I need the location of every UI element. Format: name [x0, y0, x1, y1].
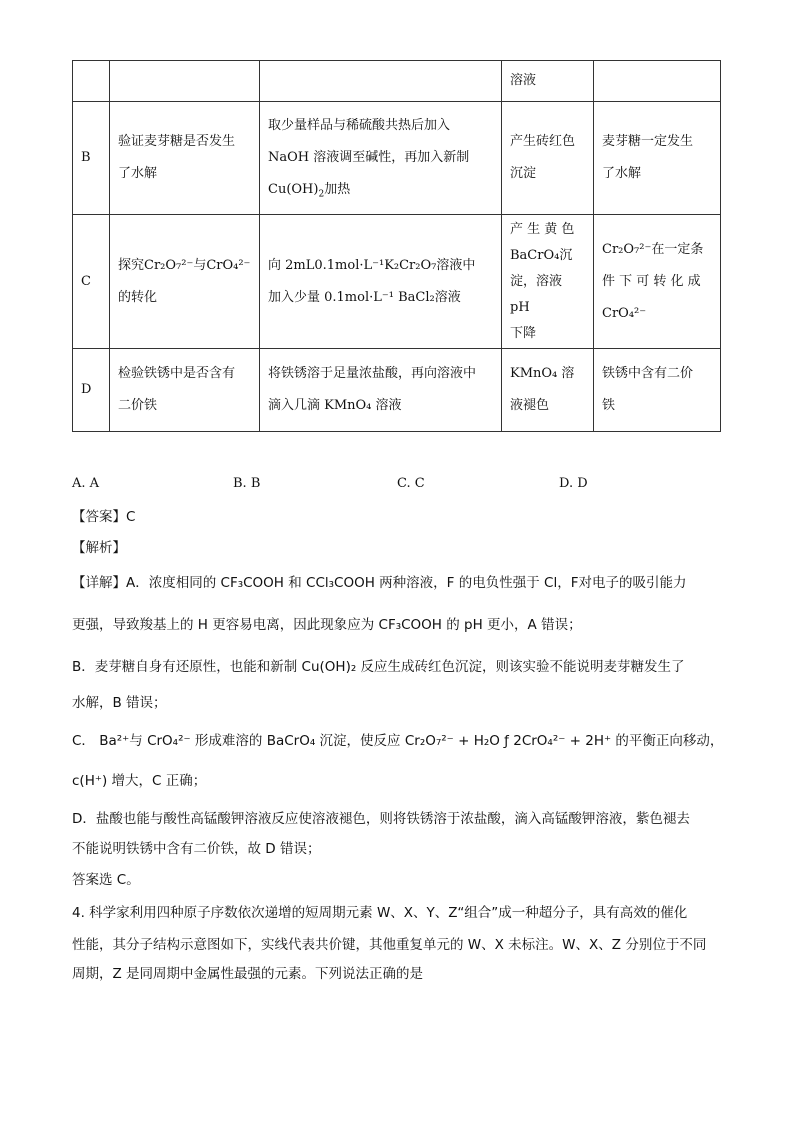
purpose-text: 验证麦芽糖是否发生	[118, 134, 236, 149]
conclusion-line: 答案选 C。	[72, 872, 140, 888]
choice-c: C. C	[397, 476, 425, 491]
purpose-text: 探究Cr₂O₇²⁻与CrO₄²⁻	[118, 257, 251, 273]
operation-cell	[260, 61, 502, 102]
purpose-text: 检验铁锈中是否含有	[118, 366, 236, 381]
choice-a: A. A	[72, 476, 100, 491]
conclusion-text: 铁	[602, 398, 616, 413]
purpose-text: 二价铁	[118, 398, 158, 413]
detail-text: c(H⁺) 增大，C 正确；	[72, 773, 207, 789]
result-text: 产 生 黄 色	[510, 221, 575, 237]
result-text: 产生砖红色	[510, 134, 576, 149]
answer-line: 【答案】C	[72, 509, 136, 525]
option-cell	[73, 349, 110, 432]
operation-cell	[260, 349, 502, 432]
result-text: 沉淀	[510, 166, 537, 181]
formula-text: Cu(OH)	[268, 182, 319, 197]
result-text: 下降	[510, 325, 537, 341]
option-label: C	[81, 273, 91, 289]
formula-subscript: 2	[318, 189, 325, 200]
result-text: 液褪色	[510, 398, 550, 413]
operation-text: 加入少量 0.1mol·L⁻¹ BaCl₂溶液	[268, 289, 461, 305]
option-cell	[73, 215, 110, 349]
purpose-cell	[110, 349, 260, 432]
conclusion-text: Cr₂O₇²⁻在一定条	[602, 241, 704, 257]
conclusion-text: 件 下 可 转 化 成	[602, 273, 701, 289]
table-row	[73, 102, 721, 215]
result-cell	[502, 61, 594, 102]
operation-text: 向 2mL0.1mol·L⁻¹K₂Cr₂O₇溶液中	[268, 257, 476, 273]
result-cell	[502, 102, 594, 215]
result-text: 溶液	[510, 73, 537, 88]
conclusion-text: 铁锈中含有二价	[602, 366, 694, 381]
conclusion-text: CrO₄²⁻	[602, 305, 647, 321]
option-cell	[73, 102, 110, 215]
operation-text: 取少量样品与稀硫酸共热后加入	[268, 118, 451, 133]
conclusion-cell	[594, 102, 721, 215]
choice-d: D. D	[559, 476, 588, 491]
result-cell	[502, 349, 594, 432]
option-label: D	[81, 382, 92, 397]
choice-b: B. B	[233, 476, 261, 491]
conclusion-cell	[594, 349, 721, 432]
question-text: 4. 科学家利用四种原子序数依次递增的短周期元素 W、X、Y、Z“组合”成一种超分子，具有高效的催化	[72, 905, 688, 921]
table-row	[73, 215, 721, 349]
purpose-cell	[110, 102, 260, 215]
result-text: KMnO₄ 溶	[510, 366, 575, 381]
detail-text: 【详解】A．浓度相同的 CF₃COOH 和 CCl₃COOH 两种溶液，F 的电负性强于 Cl，F对电子的吸引能力	[72, 575, 687, 591]
table-row	[73, 349, 721, 432]
detail-text: 不能说明铁锈中含有二价铁，故 D 错误；	[72, 841, 321, 857]
question-text: 周期，Z 是同周期中金属性最强的元素。下列说法正确的是	[72, 966, 424, 982]
table-row	[73, 61, 721, 102]
detail-text: B．麦芽糖自身有还原性，也能和新制 Cu(OH)₂ 反应生成砖红色沉淀，则该实验不能说明麦芽糖发生了	[72, 659, 685, 675]
result-text: BaCrO₄沉	[510, 247, 573, 263]
question-text: 性能，其分子结构示意图如下，实线代表共价键，其他重复单元的 W、X 未标注。W、X、Z 分别位于不同	[72, 937, 707, 953]
operation-text	[268, 174, 493, 206]
conclusion-text: 了水解	[602, 166, 642, 181]
operation-suffix: 加热	[324, 182, 351, 197]
detail-text: D．盐酸也能与酸性高锰酸钾溶液反应使溶液褪色，则将铁锈溶于浓盐酸，滴入高锰酸钾溶液，紫色褪去	[72, 811, 690, 827]
experiment-table	[72, 60, 721, 432]
result-cell	[502, 215, 594, 349]
result-text: 淀，溶液 pH	[510, 273, 563, 315]
option-cell	[73, 61, 110, 102]
operation-cell	[260, 215, 502, 349]
detail-text: C． Ba²⁺与 CrO₄²⁻ 形成难溶的 BaCrO₄ 沉淀，使反应 Cr₂O₇²⁻ + H₂O ƒ 2CrO₄²⁻ + 2H⁺ 的平衡正向移动，	[72, 733, 724, 749]
analysis-heading: 【解析】	[72, 540, 126, 556]
answer-choices	[72, 476, 722, 496]
operation-text: 滴入几滴 KMnO₄ 溶液	[268, 398, 402, 413]
conclusion-text: 麦芽糖一定发生	[602, 134, 694, 149]
purpose-cell	[110, 61, 260, 102]
operation-cell	[260, 102, 502, 215]
purpose-cell	[110, 215, 260, 349]
purpose-text: 的转化	[118, 289, 158, 305]
option-label: B	[81, 150, 91, 165]
conclusion-cell	[594, 61, 721, 102]
detail-text: 水解，B 错误；	[72, 695, 167, 711]
operation-text: NaOH 溶液调至碱性，再加入新制	[268, 150, 470, 165]
conclusion-cell	[594, 215, 721, 349]
operation-text: 将铁锈溶于足量浓盐酸，再向溶液中	[268, 366, 477, 381]
detail-text: 更强，导致羧基上的 H 更容易电离，因此现象应为 CF₃COOH 的 pH 更小，A 错误；	[72, 617, 582, 633]
purpose-text: 了水解	[118, 166, 158, 181]
